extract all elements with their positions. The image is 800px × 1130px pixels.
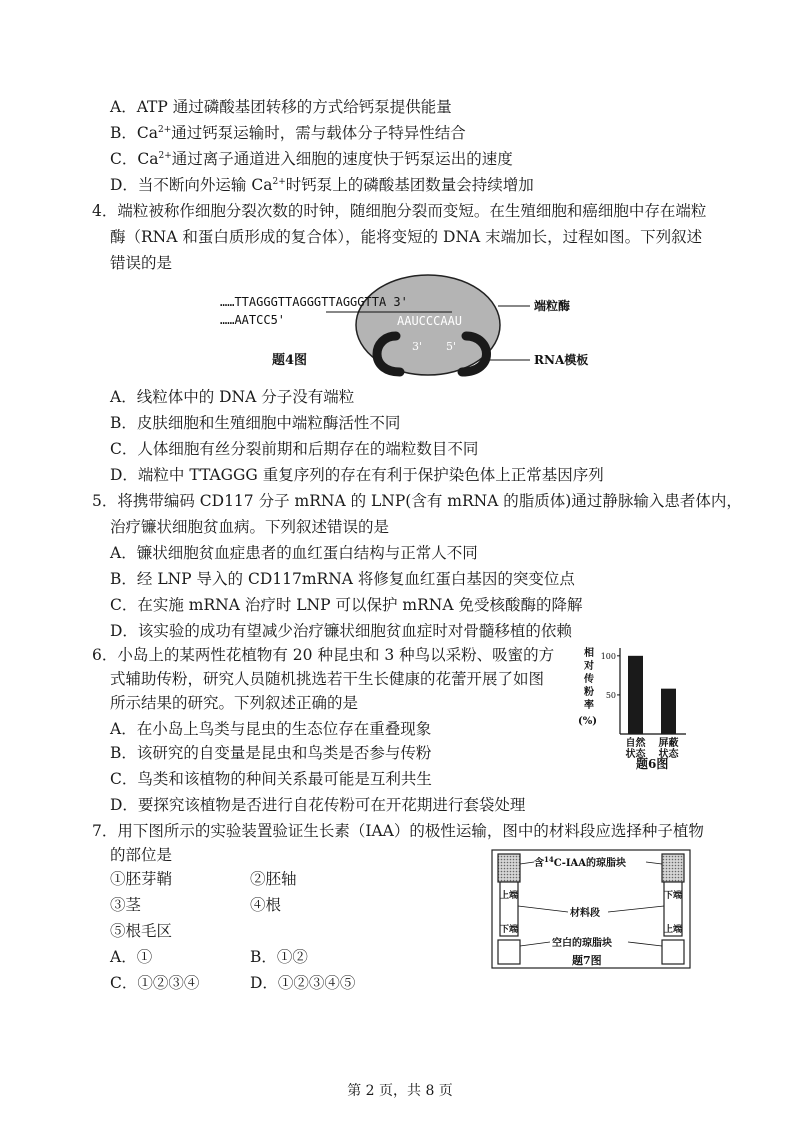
q6-option-b: B．该研究的自变量是昆虫和鸟类是否参与传粉 xyxy=(110,744,432,762)
q7-stem-line2: 的部位是 xyxy=(110,846,173,864)
chart-bars-group xyxy=(628,656,676,734)
labeled-agar-label: 含$^{14}$C-IAA的琼脂块 xyxy=(534,855,627,869)
left-labeled-agar-block xyxy=(498,854,520,882)
right-top-end-label: 下端 xyxy=(664,891,683,901)
dna-top-strand: ……TTAGGGTTAGGGTTAGGGTTA 3' xyxy=(220,295,408,309)
q5-stem-line2: 治疗镰状细胞贫血病。下列叙述错误的是 xyxy=(110,518,390,536)
q7-option-a: A．① xyxy=(110,948,153,966)
q4-stem-line1: 4．端粒被称作细胞分裂次数的时钟，随细胞分裂而变短。在生殖细胞和癌细胞中存在端粒 xyxy=(92,202,707,220)
q7-item-4: ④根 xyxy=(250,896,282,914)
q6-option-a: A．在小岛上鸟类与昆虫的生态位存在重叠现象 xyxy=(110,720,432,738)
rna-3-prime: 3' xyxy=(412,340,423,353)
chart-ticks-group xyxy=(601,652,620,700)
q7-item-2: ②胚轴 xyxy=(250,870,297,888)
q3-option-b-post: 通过钙泵运输时，需与载体分子特异性结合 xyxy=(171,124,466,142)
rna-5-prime: 5' xyxy=(446,340,457,353)
q4-option-b: B．皮肤细胞和生殖细胞中端粒酶活性不同 xyxy=(110,414,401,432)
chart-y-label-char: 率 xyxy=(584,700,594,711)
q6-stem-line3: 所示结果的研究。下列叙述正确的是 xyxy=(110,694,359,712)
chart-y-label-char: 传 xyxy=(584,674,594,685)
right-bottom-end-label: 上端 xyxy=(664,925,683,935)
q3-option-c-sup: 2+ xyxy=(158,151,172,161)
right-blank-agar-block xyxy=(662,940,684,964)
q7-item-5: ⑤根毛区 xyxy=(110,922,173,940)
q4-option-a: A．线粒体中的 DNA 分子没有端粒 xyxy=(110,388,355,406)
q7-option-b: B．①② xyxy=(250,948,308,966)
q7-figure-caption: 题7图 xyxy=(572,954,602,967)
q3-option-c xyxy=(110,148,513,170)
chart-y-label-char: 对 xyxy=(584,661,594,672)
q4-telomerase-figure xyxy=(200,270,620,380)
blank-pointer-right xyxy=(628,942,662,946)
right-labeled-agar-block xyxy=(662,854,684,882)
q3-option-b xyxy=(110,122,466,144)
chart-bar xyxy=(661,689,676,734)
q3-option-b-sup: 2+ xyxy=(158,125,172,135)
chart-y-tick-label: 100 xyxy=(600,651,616,661)
q5-option-a: A．镰状细胞贫血症患者的血红蛋白结构与正常人不同 xyxy=(110,544,478,562)
q3-option-d-sup: 2+ xyxy=(272,177,286,187)
blank-pointer-left xyxy=(520,942,550,946)
segment-pointer-right xyxy=(608,906,664,912)
q4-stem-line2: 酶（RNA 和蛋白质形成的复合体），能将变短的 DNA 末端加长，过程如图。下列叙述 xyxy=(110,228,703,246)
left-top-end-label: 上端 xyxy=(500,891,519,901)
q7-item-1: ①胚芽鞘 xyxy=(110,870,173,888)
q5-option-b: B．经 LNP 导入的 CD117mRNA 将修复血红蛋白基因的突变位点 xyxy=(110,570,575,588)
q6-stem-line2: 式辅助传粉，研究人员随机挑选若干生长健康的花蕾开展了如图 xyxy=(110,670,545,688)
q6-stem-line1: 6．小岛上的某两性花植物有 20 种昆虫和 3 种鸟以采粉、吸蜜的方 xyxy=(92,646,555,664)
chart-y-label-group xyxy=(583,646,594,711)
q3-option-a: A．ATP 通过磷酸基团转移的方式给钙泵提供能量 xyxy=(110,98,452,116)
chart-y-tick-label: 50 xyxy=(605,690,616,700)
q4-option-c: C．人体细胞有丝分裂前期和后期存在的端粒数目不同 xyxy=(110,440,479,458)
segment-pointer-left xyxy=(518,906,568,912)
q6-option-d: D．要探究该植物是否进行自花传粉可在开花期进行套袋处理 xyxy=(110,796,526,814)
q4-figure-caption: 题4图 xyxy=(272,353,308,368)
q3-option-d-pre: D．当不断向外运输 Ca xyxy=(110,176,273,194)
q7-apparatus-figure xyxy=(488,846,698,982)
left-bottom-end-label: 下端 xyxy=(500,925,519,935)
q5-option-c: C．在实施 mRNA 治疗时 LNP 可以保护 mRNA 免受核酸酶的降解 xyxy=(110,596,583,614)
q5-stem-line1: 5．将携带编码 CD117 分子 mRNA 的 LNP(含有 mRNA 的脂质体)通过静脉输入患者体内， xyxy=(92,492,742,510)
q7-option-c: C．①②③④ xyxy=(110,974,200,992)
q7-item-3: ③茎 xyxy=(110,896,142,914)
q6-pollination-chart xyxy=(574,640,704,772)
q5-option-d: D．该实验的成功有望减少治疗镰状细胞贫血症时对骨髓移植的依赖 xyxy=(110,622,572,640)
chart-y-label-char: 相 xyxy=(584,648,594,659)
q3-option-d-post: 时钙泵上的磷酸基团数量会持续增加 xyxy=(285,176,534,194)
q7-option-d: D．①②③④⑤ xyxy=(250,974,356,992)
chart-category-label: 自然 xyxy=(625,738,646,749)
blank-agar-label: 空白的琼脂块 xyxy=(552,938,612,949)
material-segment-label: 材料段 xyxy=(570,908,600,919)
chart-category-label: 状态 xyxy=(658,749,679,760)
chart-bar xyxy=(628,656,643,734)
q3-option-c-post: 通过离子通道进入细胞的速度快于钙泵运出的速度 xyxy=(171,150,513,168)
page-footer: 第 2 页，共 8 页 xyxy=(347,1083,453,1099)
q7-stem-line1: 7．用下图所示的实验装置验证生长素（IAA）的极性运输，图中的材料段应选择种子植物 xyxy=(92,822,704,840)
rna-label: RNA模板 xyxy=(534,353,589,367)
q6-option-c: C．鸟类和该植物的种间关系最可能是互利共生 xyxy=(110,770,432,788)
chart-y-label-char: 粉 xyxy=(584,687,594,698)
q4-stem-line3: 错误的是 xyxy=(110,254,173,272)
q4-option-d: D．端粒中 TTAGGG 重复序列的存在有利于保护染色体上正常基因序列 xyxy=(110,466,604,484)
q3-option-c-pre: C．Ca xyxy=(110,150,159,168)
agar-pointer-right xyxy=(646,862,662,864)
rna-template-sequence: AAUCCCAAU xyxy=(397,314,463,328)
agar-pointer-left xyxy=(520,862,534,864)
chart-category-label: 屏蔽 xyxy=(658,738,679,749)
q6-figure-caption: 题6图 xyxy=(636,757,669,771)
chart-category-label: 状态 xyxy=(625,749,646,760)
dna-bottom-strand: ……AATCC5' xyxy=(220,313,286,327)
q3-option-b-pre: B．Ca xyxy=(110,124,158,142)
left-blank-agar-block xyxy=(498,940,520,964)
q3-option-d xyxy=(110,174,534,196)
enzyme-label: 端粒酶 xyxy=(534,299,571,313)
chart-y-unit: (%) xyxy=(578,716,597,727)
